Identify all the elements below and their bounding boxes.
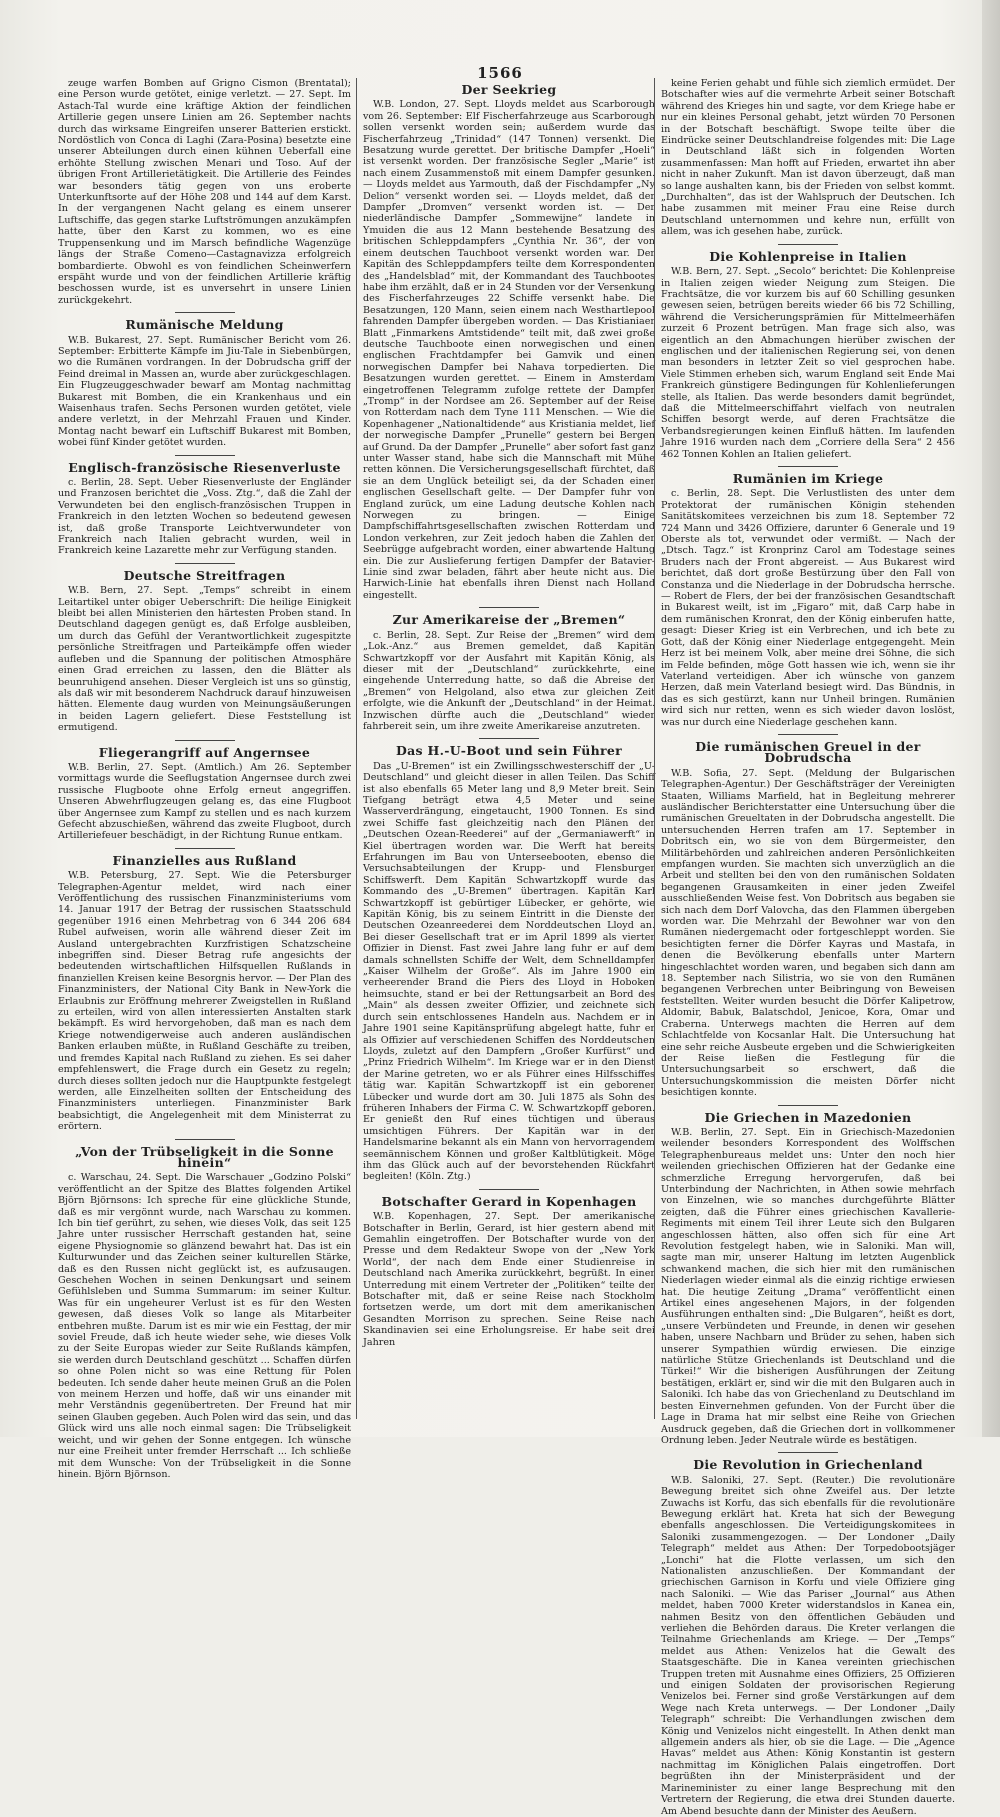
headline-rule [479, 607, 539, 608]
headline-rule [778, 734, 838, 735]
column-right [654, 78, 955, 1817]
article-paragraph: W.B. Berlin, 27. Sept. Ein in Griechisch-Mazedonien weilender besonders Korrespondent des Wolffschen Telegraphenbureaus meldet uns: Unter den noch hier weilenden griechischen Offizieren hat der Gedanke eine schmerzliche Erregung hervorgerufen, daß bei Unterbindung der Nachrichten, in Athen sowie mehrfach von Einzelnen, wie so manches durchgeführte Blätter zeigten, daß die Führer eines griechischen Kavallerie-Regiments mit einem Teil ihrer Leute sich den Bulgaren angeschlossen hätten, also offen sich für eine Art Revolution festgelegt haben, wie in Saloniki. Man will, sagte man mir, unserer Haltung im letzten Augenblick schwankend machen, die sich hier mit den rumänischen Niederlagen wieder einmal als die einzig richtige erwiesen hat. Die heutige Zeitung „Drama“ veröffentlicht einen Artikel eines angesehenen Majors, in der folgenden Ausführungen enthalten sind: „Die Bulgaren“, heißt es dort, „unsere Verbündeten und Freunde, in denen wir gesehen haben, unsere Nachbarn und Brüder zu sehen, haben sich unserer Sympathien würdig erwiesen. Die einzige natürliche Stütze Griechenlands ist Deutschland und die Türkei!“ Wir die bisherigen Ausführungen der Zeitung bestätigen, erklärt er, sind wir die mit den Bulgaren auch in Saloniki. Ich habe das von Griechenland zu Deutschland im besten Einvernehmen gefunden. Von der Furcht über die Lage in Drama hat mir selbst eine Reihe von Griechen Ausdruck gegeben, daß die Griechen dort in vollkommener Ordnung leben. Jeder Neutrale würde es bestätigen. [661, 1126, 955, 1446]
article-paragraph: keine Ferien gehabt und fühle sich ziemlich ermüdet. Der Botschafter wies auf die vermehrte Arbeit seiner Botschaft während des Krieges hin und sagte, vor dem Kriege habe er nur ein kleines Personal gehabt, jetzt würden 70 Personen in der Botschaft beschäftigt. Swope teilte über die Eindrücke seiner Deutschlandreise folgendes mit: Die Lage in Deutschland läßt sich in folgenden Worten zusammenfassen: Man hofft auf Frieden, erwartet ihn aber nicht in naher Zukunft. Man ist davon überzeugt, daß man so lange aushalten kann, bis der Frieden von selbst kommt. „Durchhalten“, das ist der Wahlspruch der Deutschen. Ich habe zusammen mit meiner Frau eine Reise durch Deutschland unternommen und kehre nun, erfüllt von allem, was ich gesehen habe, zurück. [661, 78, 955, 238]
headline-rule [778, 244, 838, 245]
article-headline: Die Griechen in Mazedonien [704, 1109, 912, 1125]
headline-rule [778, 466, 838, 467]
headline-rule [778, 1452, 838, 1453]
headline-rule [479, 738, 539, 739]
article-headline: Rumänische Meldung [125, 317, 284, 333]
article-headline: Deutsche Streitfragen [123, 567, 286, 583]
article-headline: Die Kohlenpreise in Italien [709, 248, 907, 264]
headline-rule [778, 1105, 838, 1106]
headline-rule [175, 563, 235, 564]
article-headline: Die Revolution in Griechenland [693, 1457, 923, 1473]
article-headline: Zur Amerikareise der „Bremen“ [392, 612, 626, 628]
article-paragraph: W.B. Petersburg, 27. Sept. Wie die Petersburger Telegraphen-Agentur meldet, wird nach einer Veröffentlichung des russischen Finanzministeriums vom 14. Januar 1917 der Betrag der russischen Staatsschuld gegenüber 1916 einen Mehrbetrag von 6 344 206 684 Rubel aufweisen, worin alle während dieser Zeit im Ausland untergebrachten Kurzfristigen Schatzscheine inbegriffen sind. Dieser Betrag rufe angesichts der bedeutenden wirtschaftlichen Hilfsquellen Rußlands in finanziellen Kreisen keine Besorgnis hervor. — Der Plan des Finanzministers, der National City Bank in New-York die Erlaubnis zur Eröffnung mehrerer Zweigstellen in Rußland zu erteilen, wird von allen interessierten Anstalten stark bekämpft. Es wird hervorgehoben, daß man es nach dem Kriege notwendigerweise auch anderen ausländischen Banken erlauben müßte, in Rußland Geschäfte zu treiben, und fremdes Kapital nach Rußland zu ziehen. Es sei daher empfehlenswert, die Frage durch ein Gesetz zu regeln; durch dieses sollten jedoch nur die Hauptpunkte festgelegt werden, alle Einzelheiten sollten der Entscheidung des Finanzministers unterliegen. Finanzminister Bark beabsichtigt, die Angelegenheit mit dem Ministerrat zu erörtern. [58, 870, 351, 1133]
headline-rule [479, 1189, 539, 1190]
headline-rule [175, 848, 235, 849]
article-paragraph: W.B. Bern, 27. Sept. „Secolo“ berichtet: Die Kohlenpreise in Italien zeigen wieder Neigung zum Steigen. Die Frachtsätze, die vor kurzem bis auf 60 Schilling gesunken gewesen seien, betrügen bereits wieder 66 bis 72 Schilling, während die Versicherungsprämien für Mittelmeerhäfen zurzeit 6 Prozent betrügen. Man frage sich also, was eigentlich an den Abmachungen hierüber zwischen der englischen und der italienischen Regierung sei, von denen man besonders in letzter Zeit so viel gesprochen habe. Viele Stimmen erheben sich, warum England seit Ende Mai Frankreich günstigere Bedingungen für Kohlenlieferungen stelle, als Italien. Das werde besonders damit begründet, daß die Mittelmeerschiffahrt vielfach von neutralen Schiffen besorgt werde, auf deren Frachtsätze die Verbandsregierungen keinen Einfluß hätten. Im laufenden Jahre 1916 wurden nach dem „Corriere della Sera“ 2 456 462 Tonnen Kohlen an Italien geliefert. [661, 266, 955, 460]
article-headline: Finanzielles aus Rußland [112, 852, 297, 868]
article-headline: Das H.-U-Boot und sein Führer [395, 743, 622, 759]
article-headline: Rumänien im Kriege [732, 471, 884, 486]
article-headline: Die rumänischen Greuel in der Dobrudscha [695, 738, 921, 766]
article-paragraph: c. Berlin, 28. Sept. Ueber Riesenverluste der Engländer und Franzosen berichtet die „Voss. Ztg.“, daß die Zahl der Verwundeten bei den englisch-französischen Truppen in Frankreich in den letzten Wochen so bedeutend gewesen ist, daß große Transporte Leichtverwundeter von Frankreich nach Italien gebracht wurden, weil in Frankreich keine Lazarette mehr zur Verfügung standen. [58, 477, 351, 557]
article-paragraph: W.B. Kopenhagen, 27. Sept. Der amerikanische Botschafter in Berlin, Gerard, ist hier gestern abend mit Gemahlin eingetroffen. Der Botschafter wurde von der Presse und dem Redakteur Swope von der „New York World“, der nach dem Ende einer Studienreise in Deutschland nach Amerika zurückkehrt, begrüßt. In einer Unterredung mit einem Vertreter der „Politiken“ teilte der Botschafter mit, daß er seine Reise nach Stockholm fortsetzen werde, um dort mit dem amerikanischen Gesandten Morrison zu sprechen. Seine Reise nach Skandinavien sei eine Erholungsreise. Er habe seit drei Jahren [363, 1211, 655, 1348]
column-left [58, 78, 351, 1480]
article-paragraph: W.B. Saloniki, 27. Sept. (Reuter.) Die revolutionäre Bewegung breitet sich ohne Zweifel aus. Der letzte Zuwachs ist Korfu, das sich ebenfalls für die revolutionäre Bewegung erklärt hat. Kreta hat sich der Bewegung ebenfalls angeschlossen. Die Verteidigungskomitees in Saloniki zusammengezogen. — Der Londoner „Daily Telegraph“ meldet aus Athen: Der Torpedobootsjäger „Lonchi“ hat die Flotte verlassen, um sich den Nationalisten anzuschließen. Der Kommandant der griechischen Garnison in Korfu und viele Offiziere ging nach Saloniki. — Wie das Pariser „Journal“ aus Athen meldet, haben 7000 Kreter widerstandslos in Kanea ein, nahmen Besitz von den öffentlichen Gebäuden und verliehen die Behörden daraus. Die Kreter verlangen die Teilnahme Griechenlands am Kriege. — Der „Temps“ meldet aus Athen: Venizelos hat die Gewalt des Staatsgeschäfte. Die in Kanea vereinten griechischen Truppen treten mit Ausnahme eines Offiziers, 25 Offizieren und einigen Soldaten der provisorischen Regierung Venizelos bei. Ferner sind große Verstärkungen auf dem Wege nach Kreta unterwegs. — Der Londoner „Daily Telegraph“ schreibt: Die Verhandlungen zwischen dem König und Venizelos nicht eingestellt. In Athen denkt man allgemein anders als hier, ob sie die Lage. — Die „Agence Havas“ meldet aus Athen: König Konstantin ist gestern nachmittag im Königlichen Palais eingetroffen. Dort begrüßten ihn der Ministerpräsident und der Marineminister zu einer lange Besprechung mit den Vertretern der Regierung, die etwa drei Stunden dauerte. Am Abend besuchte dann der Minister des Aeußern. [661, 1474, 955, 1817]
article-paragraph: zeuge warfen Bomben auf Grigno Cismon (Brentatal); eine Person wurde getötet, einige verletzt. — 27. Sept. Im Astach-Tal wurde eine kräftige Aktion der feindlichen Artillerie gegen unsere Linien am 26. September nachts durch das wirksame Eingreifen unserer Batterien erstickt. Nordöstlich von Conca di Laghi (Zara-Posina) besetzte eine unserer Abteilungen durch einen kühnen Ueberfall eine erhöhte Stellung zwischen Menari und Toso. Auf der übrigen Front Artillerietätigkeit. Die Artillerie des Feindes war besonders tätig gegen von uns eroberte Unterkunftsorte auf der Höhe 208 und 144 auf dem Karst. In der vergangenen Nacht gelang es einem unserer Luftschiffe, das gegen starke Luftströmungen anzukämpfen hatte, über den Karst zu kommen, wo es eine Truppensenkung und im Marsch befindliche Wagenzüge längs der Straße Comeno—Castagnavizza erfolgreich bombardierte. Obwohl es von feindlichen Scheinwerfern erspäht wurde und von der feindlichen Artillerie kräftig beschossen wurde, ist es unversehrt in unsere Linien zurückgekehrt. [58, 78, 351, 306]
article-paragraph: W.B. Bukarest, 27. Sept. Rumänischer Bericht vom 26. September: Erbitterte Kämpfe im Jiu-Tale in Siebenbürgen, wo die Rumänen vordrangen. In der Dobrudscha griff der Feind dreimal in Massen an, wurde aber zurückgeschlagen. Ein Flugzeuggeschwader bewarf am Montag nachmittag Bukarest mit Bomben, die ein Krankenhaus und ein Waisenhaus trafen. Sechs Personen wurden getötet, viele andere verletzt, in der Mehrzahl Frauen und Kinder. Montag nacht bewarf ein Luftschiff Bukarest mit Bomben, wobei fünf Kinder getötet wurden. [58, 334, 351, 449]
article-paragraph: Das „U-Bremen“ ist ein Zwillingsschwesterschiff der „U-Deutschland“ und gleicht dieser in allen Teilen. Das Schiff ist also ebenfalls 65 Meter lang und 8,9 Meter breit. Sein Tiefgang beträgt etwa 4,5 Meter und seine Wasserverdrängung, eingetaucht, 1900 Tonnen. Es sind zwei Schiffe fast gleichzeitig nach den Plänen der „Deutschen Ozean-Reederei“ auf der „Germaniawerft“ in Kiel übertragen worden war. Die Werft hat bereits Erfahrungen im Bau von Unterseebooten, ebenso die Versuchsabteilungen der Krupp- und Flensburger Schiffswerft. Dem Kapitän Schwartzkopff wurde das Kommando des „U-Bremen“ übertragen. Kapitän Karl Schwartzkopff ist gebürtiger Lübecker, er gehörte, wie Kapitän König, bis zu seinem Eintritt in die Dienste der Deutschen Ozeanreederei dem Norddeutschen Lloyd an. Bei dieser Gesellschaft trat er im April 1899 als vierter Offizier in Dienst. Fast zwei Jahre lang fuhr er auf dem damals schnellsten Schiffe der Welt, dem Schnelldampfer „Kaiser Wilhelm der Große“. Als im Jahre 1900 ein verheerender Brand die Piers des Lloyd in Hoboken heimsuchte, stand er bei der Rettungsarbeit an Bord des „Main“ als dessen zweiter Offizier, und zeichnete sich durch sein entschlossenes Handeln aus. Nachdem er in Jahre 1901 seine Kapitänsprüfung abgelegt hatte, fuhr er als Offizier auf verschiedenen Schiffen des Norddeutschen Lloyds, zuletzt auf den Dampfern „Großer Kurfürst“ und „Prinz Friedrich Wilhelm“. Im Kriege war er in den Dienst der Marine getreten, wo er als Führer eines Hilfsschiffes tätig war. Kapitän Schwartzkopff ist ein geborener Lübecker und wurde dort am 30. Juli 1875 als Sohn des früheren Inhabers der Firma C. W. Schwartzkopff geboren. Er genießt den Ruf eines tüchtigen und überaus umsichtigen Führers. Der Kapitän war in der Handelsmarine bekannt als ein Mann von hervorragendem seemännischem Können und großer Kaltblütigkeit. Möge ihm das Glück auch auf der bevorstehenden Rückfahrt begleiten! (Köln. Ztg.) [363, 760, 655, 1183]
page-number: 1566 [477, 64, 523, 82]
article-headline: Der Seekrieg [461, 82, 557, 97]
headline-rule [175, 1139, 235, 1140]
article-paragraph: W.B. Bern, 27. Sept. „Temps“ schreibt in einem Leitartikel unter obiger Ueberschrift: Die heilige Einigkeit bleibt bei allen Ministerien den härtesten Proben stand. In Deutschland dagegen genügt es, daß Erfolge ausbleiben, um durch das Gefühl der Verantwortlichkeit zugespitzte persönliche Streitfragen und Parteikämpfe offen wieder aufleben und die Spannung der politischen Atmosphäre einen Grad erreichen zu lassen, den die Blätter als beunruhigend ansehen. Dieser Vergleich ist uns so günstig, als daß wir mit besonderem Nachdruck darauf hinzuweisen hätten. Elemente daug wurden von Meinungsäußerungen in beiden Lagern geliefert. Diese Feststellung ist ermutigend. [58, 585, 351, 734]
headline-rule [175, 312, 235, 313]
headline-rule [175, 455, 235, 456]
article-headline: Botschafter Gerard in Kopenhagen [381, 1193, 637, 1209]
page-edge-shadow [982, 0, 1000, 1437]
column-middle [356, 78, 655, 1419]
article-paragraph: c. Berlin, 28. Sept. Die Verlustlisten des unter dem Protektorat der rumänischen Königin stehenden Sanitätskomitees verzeichnen bis zum 18. September 72 724 Mann und 3426 Offiziere, darunter 6 Generale und 19 Oberste als tot, verwundet oder vermißt. — Nach der „Dtsch. Tagz.“ ist Kronprinz Carol am Todestage seines Bruders nach der Front abgereist. — Aus Bukarest wird berichtet, daß dort große Bestürzung über den Fall von Constanza und die Niederlage in der Dobrudscha herrsche. — Robert de Flers, der bei der französischen Gesandtschaft in Bukarest weilt, ist im „Figaro“ mit, daß Carp habe in dem rumänischen Kronrat, den der König einberufen hatte, gesagt: Dieser Krieg ist ein Verbrechen, und ich bete zu Gott, daß der König einer Niederlage entgegengeht. Mein Herz ist bei meinem Volk, aber meine drei Söhne, die sich im Felde befinden, möge Gott hassen wie ich, wenn sie ihr Vaterland verteidigen. Aber ich wünsche von ganzem Herzen, daß mein Vaterland besiegt wird. Das Bündnis, in das es sich gestürzt, kann nur Unheil bringen. Rumänien wird sich nur retten, wenn es sich wieder davon loslöst, was nur durch eine Niederlage geschehen kann. [661, 488, 955, 728]
article-paragraph: W.B. Sofia, 27. Sept. (Meldung der Bulgarischen Telegraphen-Agentur.) Der Geschäftsträger der Vereinigten Staaten, Williams Marfield, hat in Begleitung mehrerer ausländischer Berichterstatter eine Untersuchung über die rumänischen Greueltaten in der Dobrudscha angestellt. Die untersuchenden Herren trafen am 17. September in Dobritsch ein, wo sie von dem Bürgermeister, den Militärbehörden und zahlreichen anderen Persönlichkeiten empfangen wurden. Sie machten sich unverzüglich an die Arbeit und stellten bei den von den rumänischen Soldaten begangenen Grausamkeiten in einer jeden Zweifel ausschließenden Weise fest. Von Dobritsch aus begaben sie sich nach dem Dorf Valovcha, das den Flammen übergeben worden war. Die Mehrzahl der Bewohner war von den Rumänen niedergemacht oder fortgeschleppt worden. Sie besichtigten ferner die Dörfer Kayras und Mastafa, in denen die Bevölkerung ebenfalls unter Martern hingeschlachtet worden waren, und begaben sich dann am 18. September nach Silistria, wo sie von den Rumänen begangenen Verbrechen unter Beibringung von Beweisen feststellten. Weiter wurden besucht die Dörfer Kalipetrow, Aldomir, Babuk, Balatschdol, Jenicoe, Kora, Omar und Craberna. Unterwegs machten die Herren auf dem Schlachtfelde von Kocsanlar Halt. Die Untersuchung hat eine sehr reiche Ausbeute ergeben und die Schwierigkeiten der Reise ließen die Festlegung für die Untersuchungsarbeit so erschwert, daß die Untersuchungskommission die meisten Dörfer nicht besichtigen konnte. [661, 767, 955, 1099]
article-paragraph: c. Berlin, 28. Sept. Zur Reise der „Bremen“ wird dem „Lok.-Anz.“ aus Bremen gemeldet, daß Kapitän Schwartzkopff vor der Ausfahrt mit Kapitän König, als dieser mit der „Deutschland“ zurückkehrte, eine eingehende Unterredung hatte, so daß die Abreise der „Bremen“ von Helgoland, also etwa zur gleichen Zeit erfolgte, wie die Ankunft der „Deutschland“ in der Heimat. Inzwischen dürfte auch die „Deutschland“ wieder fahrbereit sein, um ihre zweite Amerikareise anzutreten. [363, 629, 655, 732]
article-headline: „Von der Trübseligkeit in die Sonne hinein“ [75, 1143, 334, 1170]
article-paragraph: W.B. Berlin, 27. Sept. (Amtlich.) Am 26. September vormittags wurde die Seeflugstation Angernsee durch zwei russische Flugboote ohne Erfolg erneut angegriffen. Unseren Abwehrflugzeugen gelang es, das eine Flugboot über Angernsee zum Kampf zu stellen und es nach kurzem Gefecht abzuschießen, während das zweite Flugboot, durch Artilleriefeuer beschädigt, in der Richtung Runue entkam. [58, 761, 351, 842]
article-paragraph: W.B. London, 27. Sept. Lloyds meldet aus Scarborough vom 26. September: Elf Fischerfahrzeuge aus Scarborough sollen versenkt worden sein; außerdem wurde das Fischerfahrzeug „Trinidad“ (147 Tonnen) versenkt. Die Besatzung wurde gerettet. Der britische Dampfer „Hoeli“ ist versenkt worden. Der französische Segler „Marie“ ist nach einem Zusammenstoß mit einem Dampfer gesunken. — Lloyds meldet aus Yarmouth, daß der Fischdampfer „Ny Delion“ versenkt worden sei. — Lloyds meldet, daß der Dampfer „Dromven“ versenkt worden ist. — Der niederländische Dampfer „Sommewijne“ landete in Ymuiden die aus 12 Mann bestehende Besatzung des britischen Schleppdampfers „Cynthia Nr. 36“, der von einem deutschen Tauchboot versenkt worden war. Der Kapitän des Schleppdampfers teilte dem Korrespondenten des „Handelsblad“ mit, der Kommandant des Tauchbootes habe ihm erzählt, daß er in 24 Stunden vor der Versenkung des Fischerfahrzeuges 22 Schiffe versenkt habe. Die Besatzungen, 120 Mann, seien einem nach Westhartlepool fahrenden Dampfer übergeben worden. — Das Kristianiaer Blatt „Finmarkens Amtstidende“ teilt mit, daß zwei große deutsche Tauchboote einen norwegischen und einen englischen Frachtdampfer bei Gamvik und einen norwegischen Dampfer bei Nahava torpedierten. Die Besatzungen wurden gerettet. — Einem in Amsterdam eingetroffenen Telegramm zufolge rettete der Dampfer „Tromp“ in der Nordsee am 26. September auf der Reise von Rotterdam nach dem Tyne 111 Menschen. — Wie die Kopenhagener „Nationaltidende“ aus Kristiania meldet, lief der norwegische Dampfer „Prunelle“ gestern bei Bergen auf Grund. Da der Dampfer „Prunelle“ aber sofort fast ganz unter Wasser stand, habe sich die Mannschaft mit Mühe retten können. Die Versicherungsgesellschaft fürchtet, daß sie an dem Unglück beteiligt sei, da der Schaden einer englischen Gesellschaft gelte. — Der Dampfer fuhr von England zurück, um eine Ladung deutsche Kohlen nach Norwegen zu bringen. — Einige Dampfschiffahrtsgesellschaften zwischen Rotterdam und London verkehren, zur Zeit jedoch haben die Zahlen der Seebrügge aufgebracht worden, einer abwartende Haltung ein. Die zur Auslieferung fertigen Dampfer der Batavier-Linie sind zwar beladen, fährt aber heute nicht aus. Die Harwich-Linie hat ebenfalls ihren Dienst nach Holland eingestellt. [363, 99, 655, 601]
article-headline: Englisch-französische Riesenverluste [68, 459, 341, 475]
article-headline: Fliegerangriff auf Angernsee [98, 744, 311, 760]
article-paragraph: c. Warschau, 24. Sept. Die Warschauer „Godzino Polski“ veröffentlicht an der Spitze des Blattes folgenden Artikel Björn Björnsons: Ich spreche für eine glückliche Stunde, daß es mir vergönnt wurde, nach Warschau zu kommen. Ich bin tief gerührt, zu sehen, wie dieses Volk, das seit 125 Jahre unter russischer Herrschaft gestanden hat, seine eigene Physiognomie so glänzend bewahrt hat. Das ist ein Kulturwunder und das Zeichen seiner kulturellen Stärke, daß es den Russen nicht geglückt ist, es aufzusaugen. Geschehen Wochen in seinen Denkungsart und seinem Gefühlsleben und Summa Summarum: im seiner Kultur. Was für ein ungeheurer Verlust ist es für den Westen gewesen, daß dieses Volk so lange als Mitarbeiter entbehren mußte. Darum ist es mir wie ein Festtag, der mir soviel Freude, daß ich heute wieder sehe, wie dieses Volk zu der Seite Europas wieder zur Seite Rußlands kämpfen, sie werden durch Deutschland geschützt ... Schaffen dürfen so ohne Polen nicht so was eine Rettung für Polen bedeuten. Ich sende daher heute meinen Gruß an die Polen von meinem Herzen und hoffe, daß wir uns einander mit mehr Verständnis gegenübertreten. Der Freund hat mir seinen Glauben gegeben. Auch Polen wird das sein, und das Glück wird uns alle noch einmal sagen: Die Trübseligkeit weicht, und wir gehen der Sonne entgegen. Ich wünsche nur eine Freiheit unter fremder Herrschaft ... Ich schließe mit dem Wunsche: Von der Trübseligkeit in die Sonne hinein. Björn Björnson. [58, 1172, 351, 1480]
headline-rule [175, 740, 235, 741]
